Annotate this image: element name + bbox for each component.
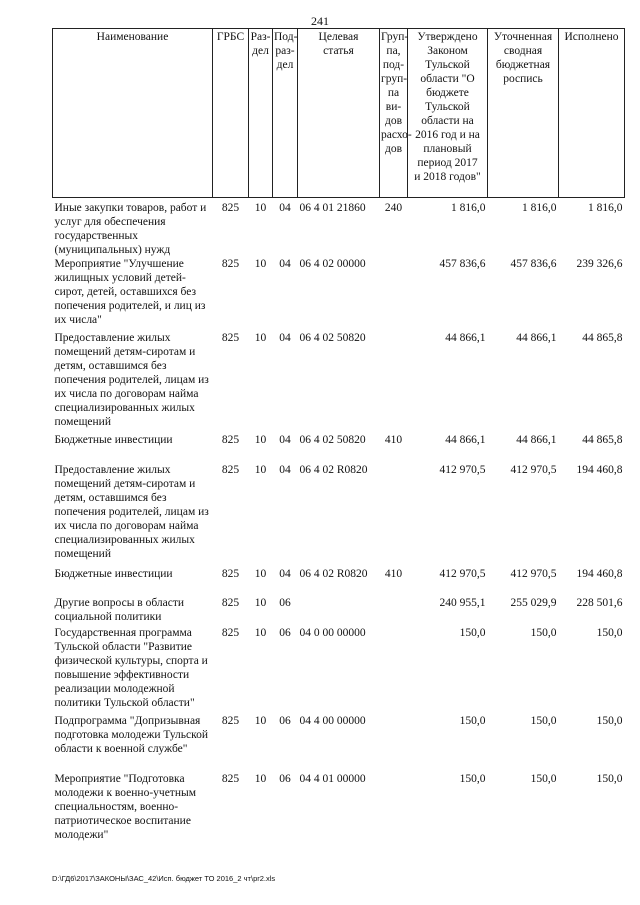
table-row <box>53 331 625 433</box>
row-approved: 412 970,5 <box>439 568 486 580</box>
row-name: Другие вопросы в области социальной политики <box>54 597 185 623</box>
row-executed: 194 460,8 <box>576 568 623 580</box>
row-approved: 240 955,1 <box>439 597 486 609</box>
row-podrazdel: 06 <box>279 597 291 609</box>
row-podrazdel: 04 <box>279 568 291 580</box>
row-executed: 194 460,8 <box>576 464 623 476</box>
row-executed: 44 865,8 <box>582 332 623 344</box>
row-target-article: 06 4 02 R0820 <box>299 568 368 580</box>
row-razdel: 10 <box>249 198 273 258</box>
header-refined: Уточненная сводная бюджетная роспись <box>488 29 559 198</box>
row-name: Иные закупки товаров, работ и услуг для обеспечения государственных (муниципальных) нужд <box>53 198 213 258</box>
row-grbs: 825 <box>221 715 240 727</box>
row-expense-group: 240 <box>380 198 408 258</box>
row-grbs: 825 <box>221 464 240 476</box>
budget-table <box>52 28 625 846</box>
header-grbs: ГРБС <box>213 29 249 198</box>
row-approved: 44 866,1 <box>445 434 486 446</box>
header-name: Наименование <box>53 29 213 198</box>
row-name: Мероприятие "Подготовка молодежи к военно-учетным специальностям, военно-патриотическое воспитание молодежи" <box>54 773 196 841</box>
row-podrazdel: 04 <box>279 258 291 270</box>
row-grbs: 825 <box>221 597 240 609</box>
row-razdel: 10 <box>254 773 267 785</box>
row-razdel: 10 <box>254 597 267 609</box>
row-approved: 1 816,0 <box>408 198 488 258</box>
header-expense-group: Груп- па, под- груп- па ви- дов расхо- дов <box>380 29 408 198</box>
row-target-article: 06 4 02 00000 <box>299 258 366 270</box>
table-row <box>53 198 625 258</box>
row-refined: 150,0 <box>530 773 557 785</box>
row-expense-group <box>380 463 408 567</box>
page-number: 241 <box>311 14 329 28</box>
row-podrazdel: 04 <box>273 198 298 258</box>
row-razdel: 10 <box>254 332 267 344</box>
row-refined: 44 866,1 <box>516 332 557 344</box>
row-target-article: 04 0 00 00000 <box>299 627 366 639</box>
row-razdel: 10 <box>254 258 267 270</box>
row-name: Предоставление жилых помещений детям-сиротам и детям, оставшимся без попечения родителей, лицам из их числа по договорам найма специализированных жилых помещений <box>54 332 209 428</box>
row-grbs: 825 <box>221 773 240 785</box>
row-executed: 150,0 <box>596 773 623 785</box>
row-expense-group <box>380 596 408 626</box>
row-approved: 150,0 <box>459 627 486 639</box>
row-target-article: 06 4 01 21860 <box>298 198 380 258</box>
row-executed: 1 816,0 <box>559 198 625 258</box>
row-expense-group <box>380 714 408 772</box>
row-podrazdel: 06 <box>279 715 291 727</box>
row-grbs: 825 <box>221 568 240 580</box>
row-razdel: 10 <box>254 464 267 476</box>
header-target-article: Целевая статья <box>298 29 380 198</box>
header-razdel: Раз- дел <box>249 29 273 198</box>
row-refined: 412 970,5 <box>510 568 557 580</box>
row-expense-group <box>380 331 408 433</box>
row-grbs: 825 <box>221 434 240 446</box>
row-name: Предоставление жилых помещений детям-сиротам и детям, оставшимся без попечения родителей, лицам из их числа по договорам найма специализированных жилых помещений <box>54 464 209 560</box>
row-name: Подпрограмма "Допризывная подготовка молодежи Тульской области к военной службе" <box>54 715 209 755</box>
row-expense-group <box>380 257 408 331</box>
row-expense-group <box>380 772 408 846</box>
row-executed: 44 865,8 <box>582 434 623 446</box>
row-executed: 150,0 <box>596 627 623 639</box>
table-row <box>53 257 625 331</box>
row-executed: 150,0 <box>596 715 623 727</box>
row-name: Бюджетные инвестиции <box>54 568 173 580</box>
row-executed: 228 501,6 <box>576 597 623 609</box>
header-podrazdel: Под- раз- дел <box>273 29 298 198</box>
row-approved: 412 970,5 <box>439 464 486 476</box>
row-target-article: 04 4 00 00000 <box>299 715 366 727</box>
row-executed: 239 326,6 <box>576 258 623 270</box>
row-name: Мероприятие "Улучшение жилищных условий детей-сирот, детей, оставшихся без попечения родителей, и лиц из их числа" <box>54 258 206 326</box>
row-refined: 255 029,9 <box>510 597 557 609</box>
table-row <box>53 714 625 772</box>
table-row <box>53 433 625 463</box>
row-target-article: 06 4 02 50820 <box>299 434 366 446</box>
row-target-article <box>298 596 380 626</box>
header-executed: Исполнено <box>559 29 625 198</box>
table-row <box>53 772 625 846</box>
row-grbs: 825 <box>213 198 249 258</box>
row-target-article: 04 4 01 00000 <box>299 773 366 785</box>
row-refined: 150,0 <box>530 715 557 727</box>
row-expense-group <box>380 626 408 714</box>
table-row <box>53 567 625 596</box>
row-name: Бюджетные инвестиции <box>54 434 173 446</box>
header-row <box>53 29 625 198</box>
row-refined: 150,0 <box>530 627 557 639</box>
row-podrazdel: 04 <box>279 464 291 476</box>
table-row <box>53 596 625 626</box>
row-razdel: 10 <box>254 568 267 580</box>
row-podrazdel: 04 <box>279 434 291 446</box>
table-row <box>53 463 625 567</box>
row-approved: 150,0 <box>459 773 486 785</box>
row-grbs: 825 <box>221 332 240 344</box>
row-refined: 412 970,5 <box>510 464 557 476</box>
row-refined: 1 816,0 <box>488 198 559 258</box>
file-path-footer: D:\ГД6\2017\ЗАКОНЫ\ЗАС_42\Исп. бюджет ТО 2016_2 чт\pr2.xls <box>52 874 276 883</box>
row-target-article: 06 4 02 R0820 <box>299 464 368 476</box>
row-razdel: 10 <box>254 715 267 727</box>
row-podrazdel: 06 <box>279 773 291 785</box>
row-razdel: 10 <box>254 627 267 639</box>
row-razdel: 10 <box>254 434 267 446</box>
row-podrazdel: 04 <box>279 332 291 344</box>
row-expense-group: 410 <box>384 568 403 580</box>
row-grbs: 825 <box>221 627 240 639</box>
row-target-article: 06 4 02 50820 <box>299 332 366 344</box>
row-podrazdel: 06 <box>279 627 291 639</box>
row-refined: 44 866,1 <box>516 434 557 446</box>
row-approved: 150,0 <box>459 715 486 727</box>
row-expense-group: 410 <box>384 434 403 446</box>
row-refined: 457 836,6 <box>510 258 557 270</box>
row-approved: 44 866,1 <box>445 332 486 344</box>
row-grbs: 825 <box>221 258 240 270</box>
header-approved: Утверждено Законом Тульской области "О бюджете Тульской области на 2016 год и на плановый период 2017 и 2018 годов" <box>408 29 488 198</box>
row-name: Государственная программа Тульской области "Развитие физической культуры, спорта и повышение эффективности реализации молодежной политики Тульской области" <box>54 627 208 709</box>
table-row <box>53 626 625 714</box>
row-approved: 457 836,6 <box>439 258 486 270</box>
